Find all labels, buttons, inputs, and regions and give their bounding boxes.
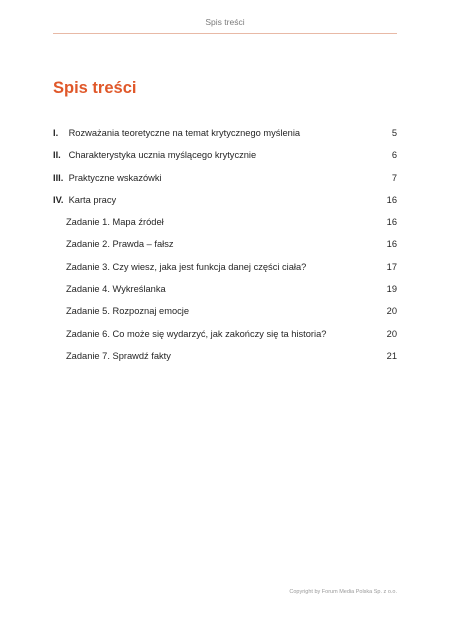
toc-entry[interactable] (53, 150, 397, 172)
toc-entry-label: Zadanie 5. Rozpoznaj emocje (66, 306, 189, 317)
toc-entry-page: 20 (386, 306, 397, 317)
toc-entry-page: 5 (391, 128, 397, 138)
copyright-footer: Copyright by Forum Media Polska Sp. z o.o. (289, 589, 397, 595)
toc-entry-number: III. (53, 172, 64, 183)
toc-entry-label: Rozważania teoretyczne na temat krytycznego myślenia (68, 128, 301, 138)
toc-entry-page: 7 (391, 172, 397, 183)
toc-subentry[interactable] (53, 284, 397, 306)
table-of-contents (53, 128, 397, 373)
toc-entry-page: 16 (386, 239, 397, 250)
toc-entry-page: 20 (386, 328, 397, 339)
toc-entry-label: Zadanie 1. Mapa źródeł (66, 217, 164, 228)
toc-entry-number: II. (53, 150, 61, 161)
toc-entry-number: I. (53, 128, 59, 138)
toc-entry-label: Karta pracy (68, 194, 117, 205)
toc-entry[interactable] (53, 195, 397, 217)
toc-entry-page: 17 (386, 261, 397, 272)
toc-entry-label: Zadanie 7. Sprawdź fakty (66, 350, 171, 361)
toc-entry-label: Zadanie 4. Wykreślanka (66, 284, 166, 295)
toc-entry-label: Zadanie 2. Prawda – fałsz (66, 239, 174, 250)
toc-entry-label: Zadanie 6. Co może się wydarzyć, jak zakończy się ta historia? (66, 328, 327, 339)
toc-subentry[interactable] (53, 239, 397, 261)
toc-subentry[interactable] (53, 262, 397, 284)
toc-subentry[interactable] (53, 217, 397, 239)
page-title: Spis treści (53, 79, 137, 97)
toc-entry-label: Praktyczne wskazówki (68, 172, 162, 183)
toc-entry-page: 6 (391, 150, 397, 161)
toc-entry-page: 16 (386, 217, 397, 228)
toc-entry-page: 16 (386, 194, 397, 205)
running-header: Spis treści (53, 17, 397, 34)
toc-entry-page: 19 (386, 284, 397, 295)
toc-entry-number: IV. (53, 194, 64, 205)
toc-entry-page: 21 (386, 350, 397, 361)
toc-subentry[interactable] (53, 329, 397, 351)
toc-entry[interactable] (53, 173, 397, 195)
toc-entry[interactable] (53, 128, 397, 150)
toc-subentry[interactable] (53, 306, 397, 328)
toc-subentry[interactable] (53, 351, 397, 373)
toc-entry-label: Charakterystyka ucznia myślącego krytycznie (68, 150, 257, 161)
toc-entry-label: Zadanie 3. Czy wiesz, jaka jest funkcja danej części ciała? (66, 261, 307, 272)
